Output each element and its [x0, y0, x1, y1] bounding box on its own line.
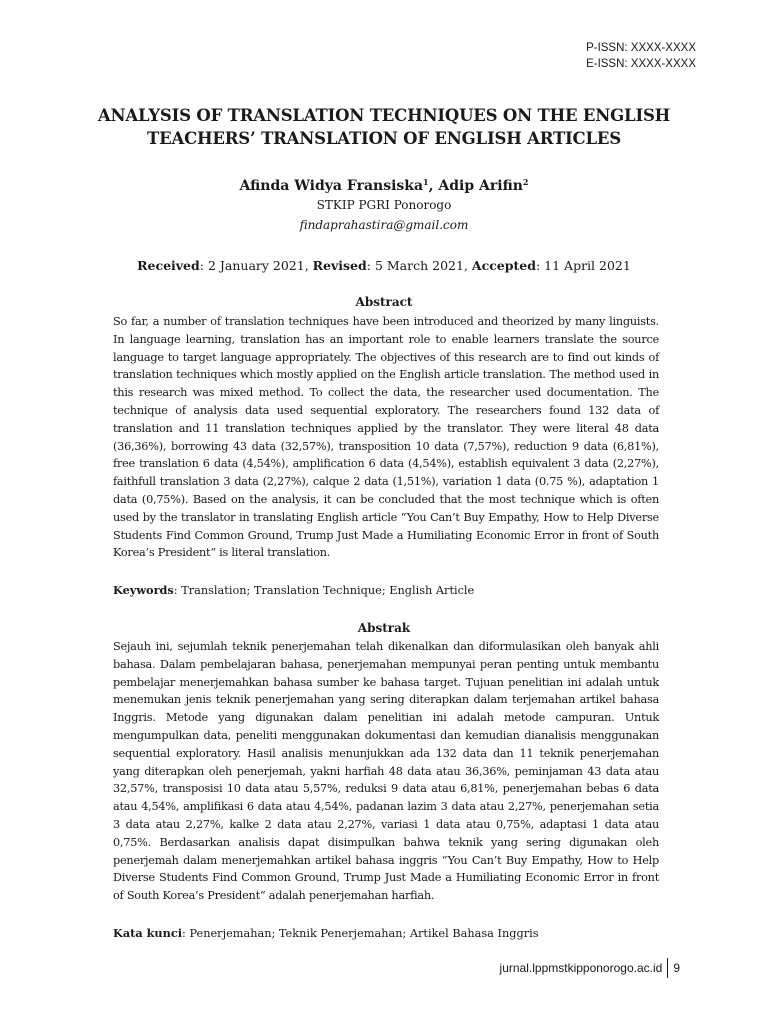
journal-url[interactable]: jurnal.lppmstkipponorogo.ac.id — [499, 961, 663, 975]
abstract-body: So far, a number of translation techniques have been introduced and theorized by many linguists. In language learning, translation has an important role to enable learners translate the source language to target language appropriately. The objectives of this research are to find out kinds of translation techniques which mostly applied on the English article translation. The method used in this research was mixed method. To collect the data, the researcher used documentation. The technique of analysis data used sequential exploratory. The researchers found 132 data of translation and 11 translation techniques applied by the translator. They were literal 48 data (36,36%), borrowing 43 data (32,57%), transposition 10 data (7,57%), reduction 9 data (6,81%), free translation 6 data (4,54%), amplification 6 data (4,54%), establish equivalent 3 data (2,27%), faithfull translation 3 data (2,27%), calque 2 data (1,51%), variation 1 data (0.75 %), adaptation 1 data (0,75%). Based on the analysis, it can be concluded that the most technique which is often used by the translator in translating English article “You Can’t Buy Empathy, How to Help Diverse Students Find Common Ground, Trump Just Made a Humiliating Economic Error in front of South Korea’s President“ is literal translation. — [113, 315, 659, 560]
abstract-heading: Abstract — [355, 295, 413, 309]
accepted-date: : 11 April 2021 — [535, 258, 631, 273]
author-2-affiliation-mark: 2 — [522, 177, 529, 187]
revised-date: : 5 March 2021, — [366, 258, 472, 273]
abstrak-heading: Abstrak — [357, 621, 411, 635]
keywords-label: Keywords — [113, 583, 174, 597]
abstrak-body: Sejauh ini, sejumlah teknik penerjemahan telah dikenalkan dan diformulasikan oleh banyak ahli bahasa. Dalam pembelajaran bahasa, penerjemahan mempunyai peran penting untuk membantu pembelajar menerjemahkan bahasa sumber ke bahasa target. Tujuan penelitian ini adalah untuk menemukan jenis teknik penerjemahan yang sering diterapkan dalam terjemahan artikel bahasa Inggris. Metode yang digunakan dalam penelitian ini adalah metode campuran. Untuk mengumpulkan data, peneliti menggunakan dokumentasi dan kemudian dianalisis menggunakan sequential exploratory. Hasil analisis menunjukkan ada 132 data dan 11 teknik penerjemahan yang diterapkan oleh penerjemah, yakni harfiah 48 data atau 36,36%, peminjaman 43 data atau 32,57%, transposisi 10 data atau 5,57%, reduksi 9 data atau 6,81%, penerjemahan bebas 6 data atau 4,54%, amplifikasi 6 data atau 4,54%, padanan lazim 3 data atau 2,27%, penerjemahan setia 3 data atau 2,27%, kalke 2 data atau 2,27%, variasi 1 data atau 0,75%, adaptasi 1 data atau 0,75%. Berdasarkan analisis dapat disimpulkan bahwa teknik yang sering digunakan oleh penerjemah dalam menerjemahkan artikel bahasa inggris “You Can’t Buy Empathy, How to Help Diverse Students Find Common Ground, Trump Just Made a Humiliating Economic Error in front of South Korea’s President“ adalah penerjemahan harfiah. — [113, 640, 659, 903]
author-1: Afinda Widya Fransiska — [239, 178, 424, 194]
kata-kunci-list: : Penerjemahan; Teknik Penerjemahan; Artikel Bahasa Inggris — [182, 927, 539, 940]
received-date: : 2 January 2021, — [199, 258, 313, 273]
affiliation: STKIP PGRI Ponorogo — [316, 198, 452, 212]
received-label: Received — [137, 258, 200, 273]
keywords-list: : Translation; Translation Technique; English Article — [173, 584, 475, 597]
paper-title: ANALYSIS OF TRANSLATION TECHNIQUES ON THE ENGLISH TEACHERS’ TRANSLATION OF ENGLISH ARTICLES — [97, 106, 671, 148]
abstrak-keywords — [113, 925, 659, 942]
e-issn: E-ISSN: XXXX-XXXX — [586, 57, 696, 70]
author-2: Adip Arifin — [438, 178, 523, 194]
submission-dates — [80, 257, 688, 274]
accepted-label: Accepted — [471, 258, 536, 273]
footer-divider — [667, 958, 668, 978]
author-separator: , — [428, 178, 439, 194]
page-footer — [500, 958, 680, 978]
p-issn: P-ISSN: XXXX-XXXX — [586, 42, 696, 54]
revised-label: Revised — [312, 258, 367, 273]
page-number: 9 — [673, 961, 680, 975]
author-1-affiliation-mark: 1 — [423, 177, 429, 187]
kata-kunci-label: Kata kunci — [113, 926, 183, 940]
issn-block — [586, 41, 696, 72]
author-email: findaprahastira@gmail.com — [299, 218, 469, 232]
author-line — [80, 172, 688, 196]
abstract-keywords — [113, 582, 659, 599]
